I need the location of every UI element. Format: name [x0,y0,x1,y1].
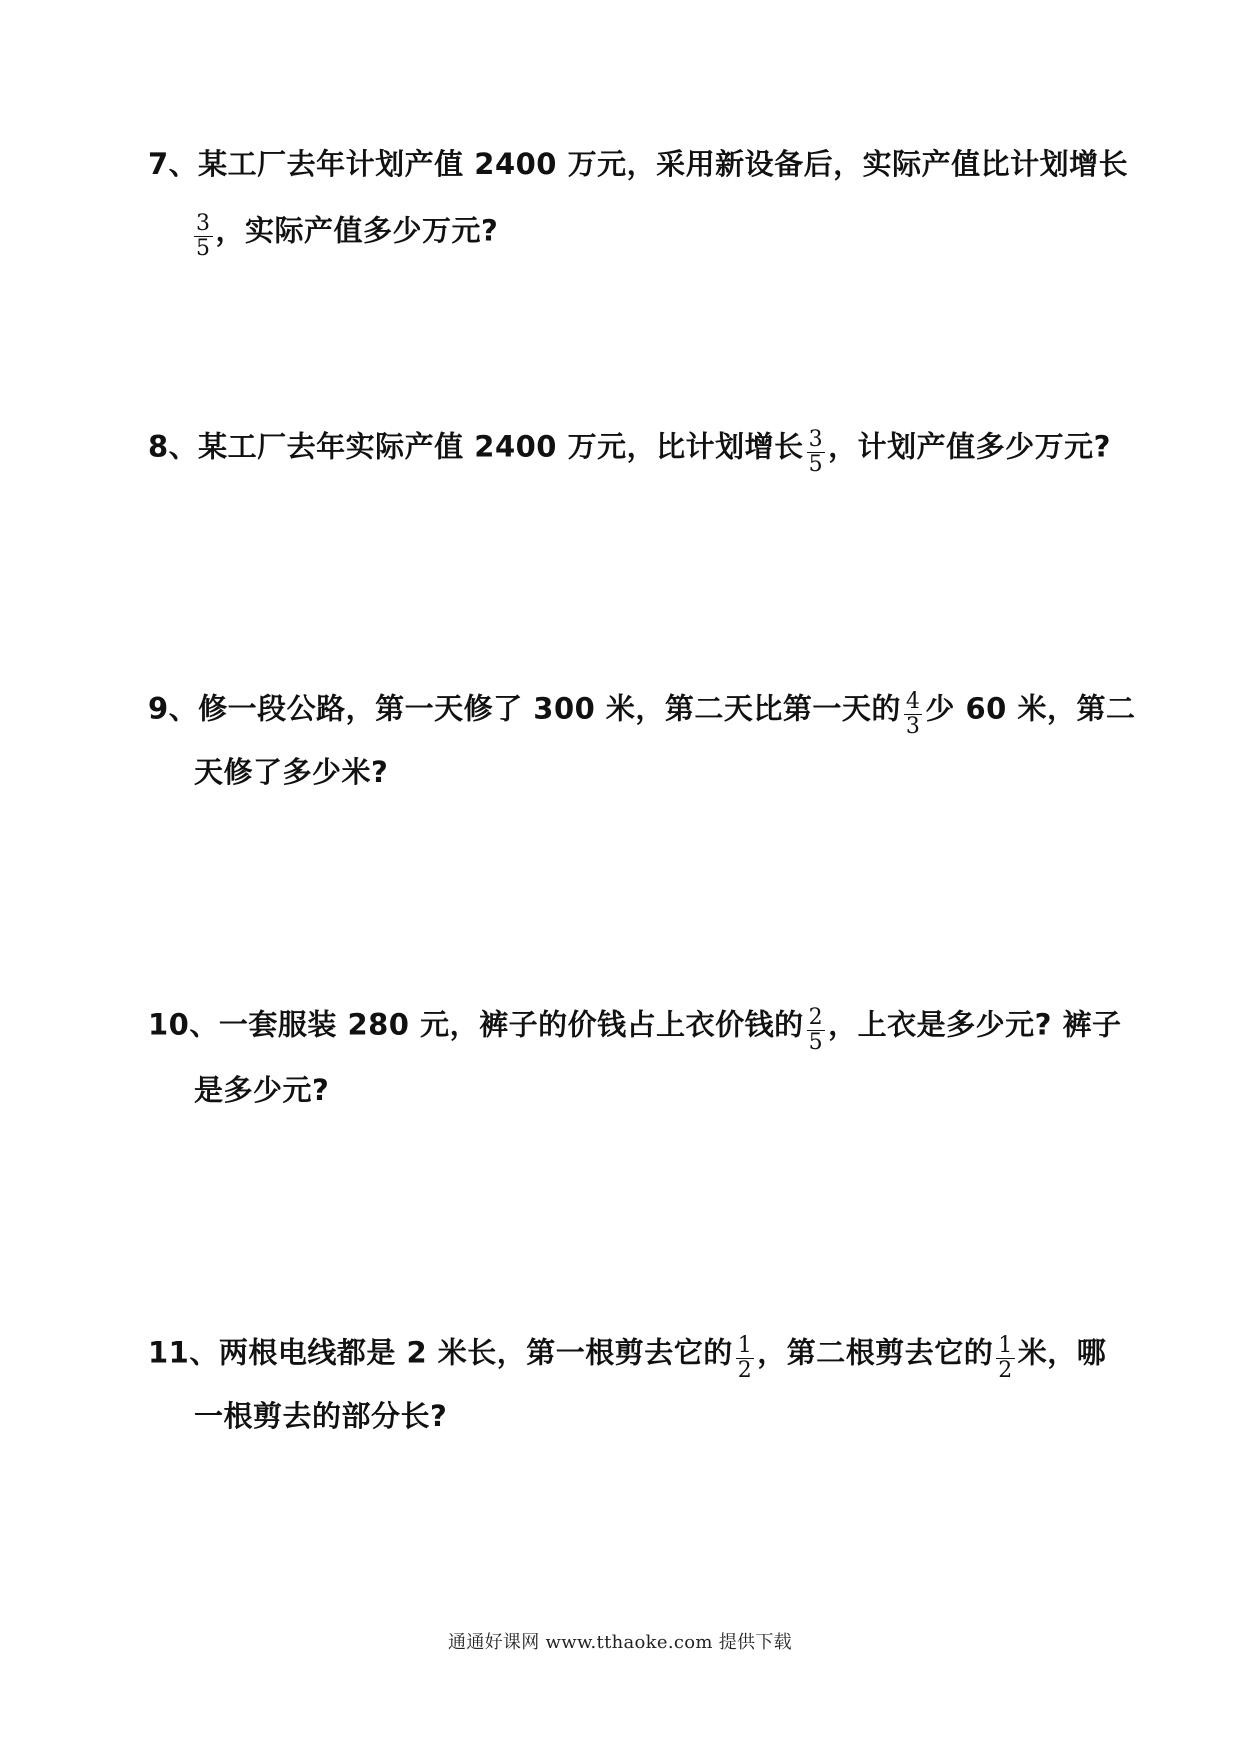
fraction-numerator: 3 [196,211,211,236]
problem-8-text-b: ，计划产值多少万元? [828,429,1111,464]
problem-7-text-b: ，实际产值多少万元? [215,213,499,248]
problem-11-line-1 [148,1330,1107,1383]
fraction-three-fifths [194,212,213,261]
problem-8 [148,424,1111,477]
fraction-four-thirds [904,690,923,739]
problem-11-text-d: 一根剪去的部分长? [194,1399,448,1433]
problem-7-line-2 [194,208,499,261]
fraction-denominator: 2 [998,1358,1013,1383]
fraction-numerator: 4 [905,689,921,714]
problem-10 [148,1002,1122,1107]
problem-11-line-2 [194,1400,447,1432]
fraction-denominator: 2 [737,1358,753,1383]
fraction-denominator: 5 [196,236,211,261]
problem-11 [148,1330,1107,1433]
fraction-two-fifths [807,1006,826,1055]
problem-7-text-a: 7、某工厂去年计划产值 2400 万元，采用新设备后，实际产值比计划增长 [148,147,1129,181]
fraction-numerator: 1 [998,1333,1013,1358]
problem-10-text-b: ，上衣是多少元? 裤子 [828,1007,1122,1042]
fraction-denominator: 5 [808,1030,824,1055]
problem-9-text-c: 天修了多少米? [194,755,389,789]
fraction-numerator: 3 [808,427,824,452]
problem-11-text-a: 11、两根电线都是 2 米长，第一根剪去它的 [148,1335,733,1370]
problem-7-line-1 [148,147,1129,181]
fraction-three-fifths [807,428,826,477]
fraction-denominator: 5 [808,452,824,477]
fraction-numerator: 2 [808,1005,824,1030]
footer-text: 通通好课网 www.tthaoke.com 提供下载 [448,1632,792,1653]
problem-8-text-a: 8、某工厂去年实际产值 2400 万元，比计划增长 [148,429,804,464]
problem-7 [148,147,1129,261]
problem-11-text-b: ，第二根剪去它的 [757,1335,994,1370]
problem-9-line-1 [148,686,1136,739]
problem-10-text-c: 是多少元? [194,1073,330,1107]
problem-8-line-1 [148,424,1111,477]
fraction-one-half [736,1334,755,1383]
problem-9-line-2 [194,756,388,788]
problem-9-text-a: 9、修一段公路，第一天修了 300 米，第二天比第一天的 [148,691,901,726]
problem-9 [148,686,1136,789]
fraction-one-half [996,1334,1015,1383]
problem-9-text-b: 少 60 米，第二 [925,691,1136,726]
page-footer [0,1628,1240,1654]
fraction-denominator: 3 [905,714,921,739]
problem-10-text-a: 10、一套服装 280 元，裤子的价钱占上衣价钱的 [148,1007,804,1042]
problem-10-line-1 [148,1002,1122,1055]
problem-10-line-2 [194,1074,329,1106]
problem-11-text-c: 米，哪 [1017,1335,1107,1370]
fraction-numerator: 1 [737,1333,753,1358]
